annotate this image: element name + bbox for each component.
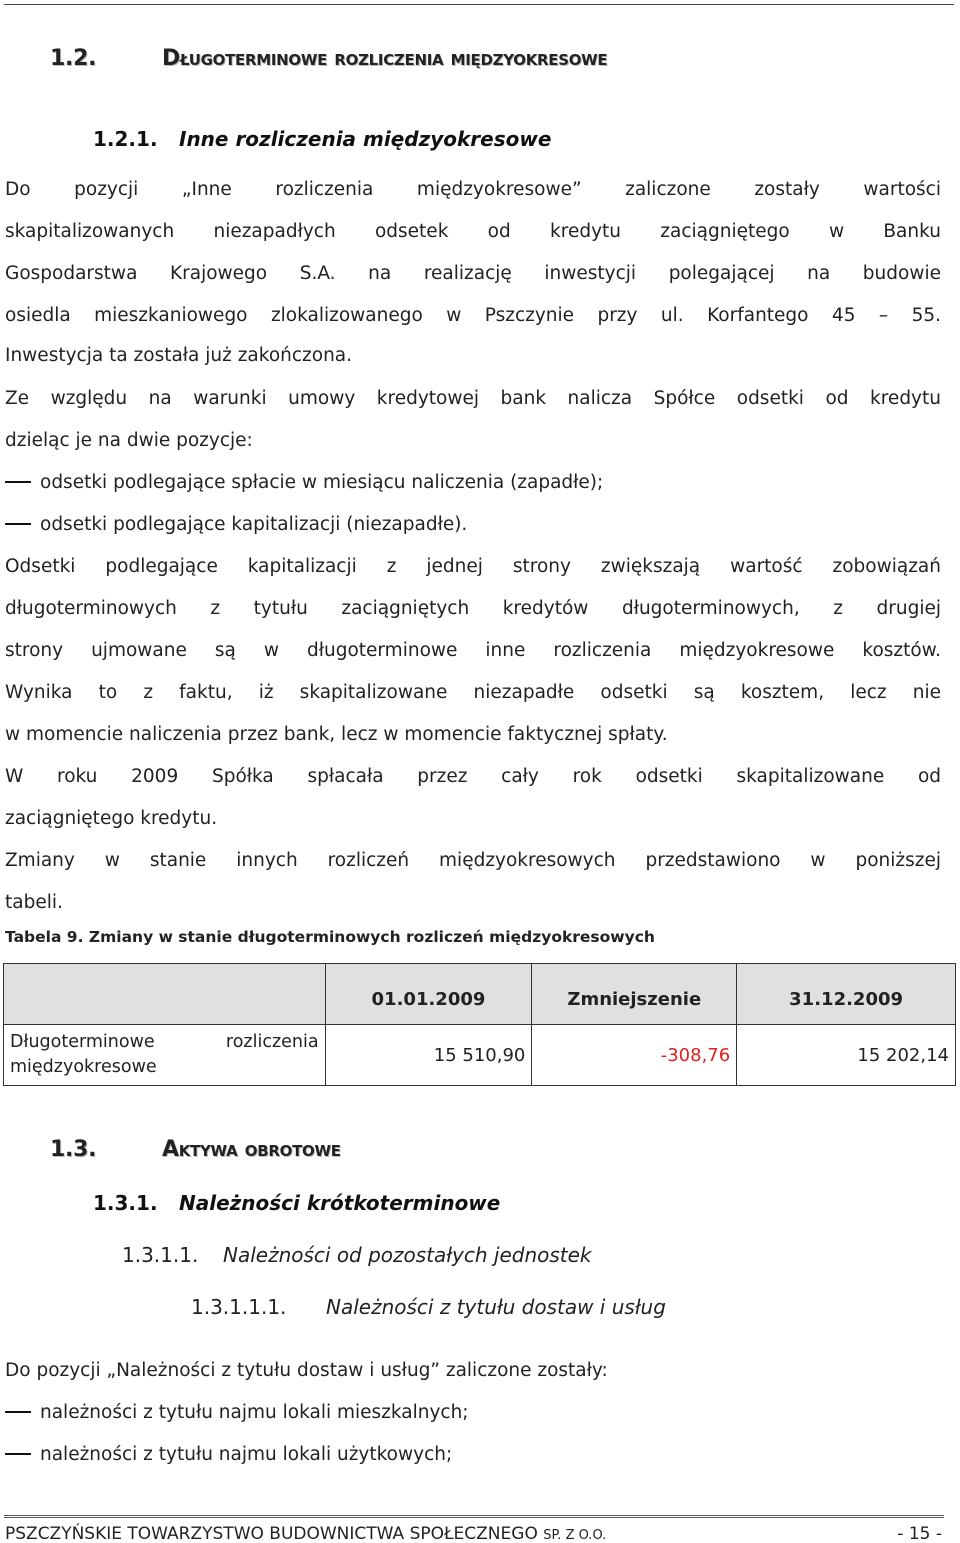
paragraph-line: zaciągniętego kredytu.: [5, 808, 218, 829]
footer-company-name: PSZCZYŃSKIE TOWARZYSTWO BUDOWNICTWA SPOŁECZNEGO: [5, 1524, 538, 1543]
section-number: 1.2.: [50, 46, 97, 71]
dash-bullet-icon: [5, 1453, 31, 1455]
paragraph-interest: [5, 378, 941, 462]
paragraph-capitalization: [5, 546, 941, 924]
table-header-row: [4, 964, 956, 1025]
paragraph-line: W roku 2009 Spółka spłacała przez cały rok odsetki skapitalizowane od: [5, 766, 941, 787]
bullet-item: [5, 1392, 469, 1434]
section-title: Należności krótkoterminowe: [179, 1191, 501, 1215]
table-cell-closing: 15 202,14: [737, 1025, 956, 1086]
section-title: Inne rozliczenia międzyokresowe: [179, 127, 552, 151]
paragraph-line: Zmiany w stanie innych rozliczeń międzyokresowych przedstawiono w poniższej: [5, 850, 941, 871]
table-header-cell: [4, 964, 326, 1025]
footer-company: [5, 1524, 606, 1543]
table-header-cell: 31.12.2009: [737, 964, 956, 1025]
paragraph-line: tabeli.: [5, 892, 63, 913]
footer-rule: [4, 1515, 944, 1518]
paragraph-line: Gospodarstwa Krajowego S.A. na realizację inwestycji polegającej na budowie: [5, 263, 941, 284]
footer-company-suffix: SP. Z O.O.: [543, 1528, 607, 1543]
paragraph-line: Inwestycja ta została już zakończona.: [5, 345, 353, 366]
table-cell-opening: 15 510,90: [325, 1025, 532, 1086]
section-title: Należności od pozostałych jednostek: [223, 1243, 592, 1267]
bullet-text: należności z tytułu najmu lokali użytkowych;: [40, 1444, 453, 1465]
bullet-item: [5, 504, 467, 546]
paragraph-line: osiedla mieszkaniowego zlokalizowanego w Pszczynie przy ul. Korfantego 45 – 55.: [5, 305, 941, 326]
section-number: 1.3.1.: [93, 1191, 158, 1215]
paragraph-line: dzieląc je na dwie pozycje:: [5, 430, 253, 451]
paragraph-line: Ze względu na warunki umowy kredytowej bank nalicza Spółce odsetki od kredytu: [5, 388, 941, 409]
paragraph-line: Wynika to z faktu, iż skapitalizowane niezapadłe odsetki są kosztem, lecz nie: [5, 682, 941, 703]
paragraph-intro: [5, 169, 941, 379]
section-title: Należności z tytułu dostaw i usług: [326, 1295, 666, 1319]
paragraph-line: w momencie naliczenia przez bank, lecz w momencie faktycznej spłaty.: [5, 724, 668, 745]
section-number: 1.3.: [50, 1137, 97, 1162]
table-caption: Tabela 9. Zmiany w stanie długoterminowych rozliczeń międzyokresowych: [5, 928, 655, 946]
dash-bullet-icon: [5, 1411, 31, 1413]
bullet-item: [5, 462, 603, 504]
paragraph-line: Do pozycji „Inne rozliczenia międzyokresowe” zaliczone zostały wartości: [5, 179, 941, 200]
section-number: 1.3.1.1.: [122, 1243, 199, 1267]
table-header-cell: Zmniejszenie: [532, 964, 737, 1025]
paragraph-line: Odsetki podlegające kapitalizacji z jednej strony zwiększają wartość zobowiązań: [5, 556, 941, 577]
top-rule: [4, 4, 954, 5]
table-header-cell: 01.01.2009: [325, 964, 532, 1025]
paragraph-line: skapitalizowanych niezapadłych odsetek od kredytu zaciągniętego w Banku: [5, 221, 941, 242]
section-number: 1.2.1.: [93, 127, 158, 151]
paragraph-line: strony ujmowane są w długoterminowe inne rozliczenia międzyokresowe kosztów.: [5, 640, 941, 661]
paragraph-receivables: [5, 1350, 608, 1392]
section-title: Długoterminowe rozliczenia międzyokresowe: [162, 46, 608, 71]
dash-bullet-icon: [5, 523, 31, 525]
table-cell-decrease: -308,76: [532, 1025, 737, 1086]
bullet-text: odsetki podlegające spłacie w miesiącu naliczenia (zapadłe);: [40, 472, 604, 493]
bullet-text: należności z tytułu najmu lokali mieszkalnych;: [40, 1402, 469, 1423]
bullet-text: odsetki podlegające kapitalizacji (niezapadłe).: [40, 514, 468, 535]
dash-bullet-icon: [5, 481, 31, 483]
page-number: - 15 -: [897, 1524, 942, 1543]
bullet-item: [5, 1434, 452, 1476]
table-9: [3, 963, 956, 1086]
section-title: Aktywa obrotowe: [162, 1137, 341, 1162]
paragraph-line: długoterminowych z tytułu zaciągniętych kredytów długoterminowych, z drugiej: [5, 598, 941, 619]
section-number: 1.3.1.1.1.: [191, 1295, 287, 1319]
paragraph-line: Do pozycji „Należności z tytułu dostaw i usług” zaliczone zostały:: [5, 1360, 608, 1381]
table-row: [4, 1025, 956, 1086]
table-row-label: Długoterminowe rozliczenia międzyokresowe: [4, 1025, 326, 1086]
